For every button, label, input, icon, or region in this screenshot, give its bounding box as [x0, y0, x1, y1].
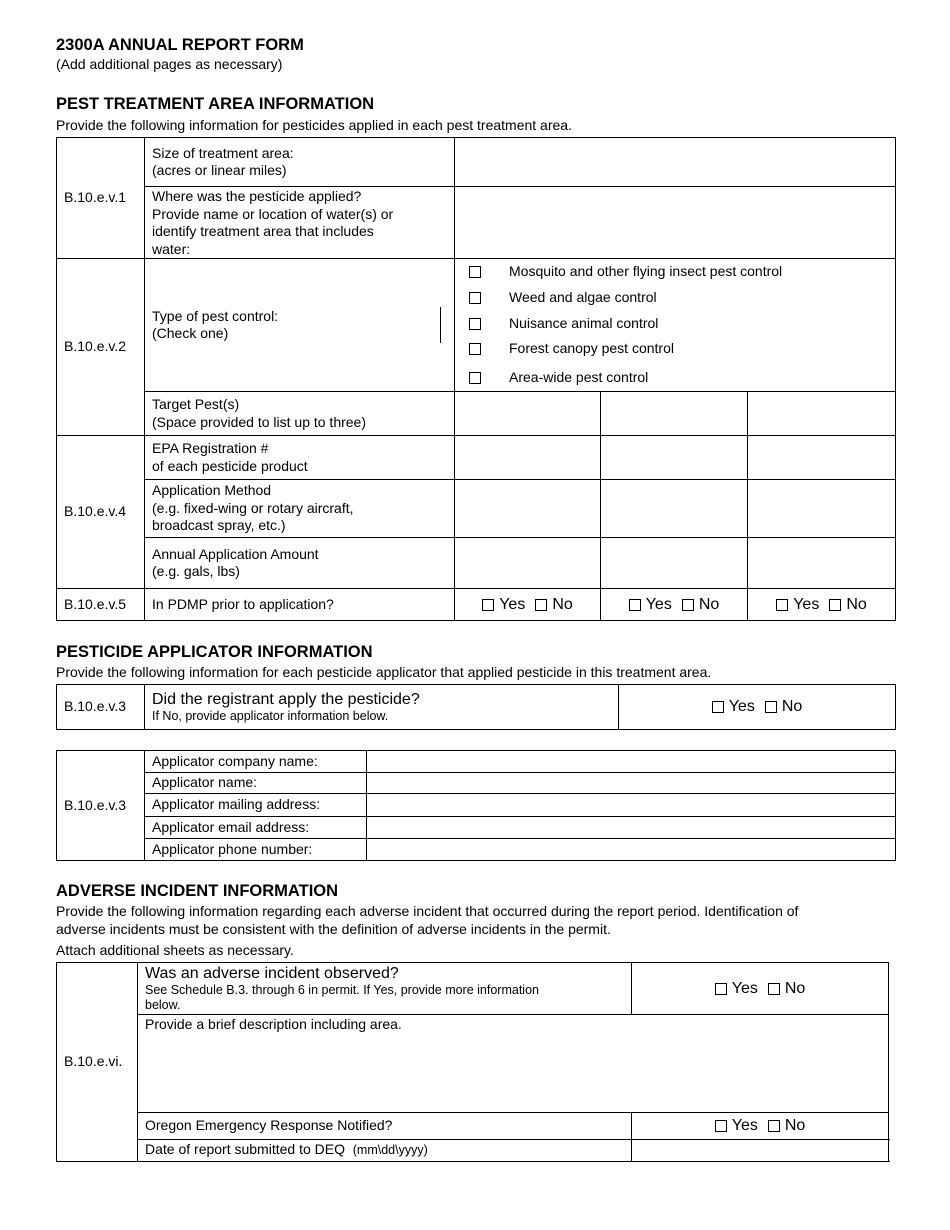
option-weed[interactable]: Weed and algae control	[469, 289, 657, 307]
applicator-field-label: Applicator phone number:	[145, 839, 367, 861]
method-input-1[interactable]	[455, 480, 601, 538]
checkbox-icon[interactable]	[469, 292, 481, 304]
adverse-section-heading: ADVERSE INCIDENT INFORMATION	[56, 882, 339, 900]
target-label: Target Pest(s) (Space provided to list up to three)	[145, 392, 455, 436]
amount-input-2[interactable]	[601, 538, 748, 589]
adverse-table	[56, 962, 889, 1162]
epa-input-1[interactable]	[455, 436, 601, 480]
date-label: Date of report submitted to DEQ (mm\dd\yyyy)	[138, 1140, 632, 1162]
code-cell: B.10.e.v.4	[57, 436, 145, 589]
type-label: Type of pest control: (Check one)	[145, 259, 455, 392]
checkbox-icon[interactable]	[776, 599, 788, 611]
pest-section-heading: PEST TREATMENT AREA INFORMATION	[56, 95, 375, 113]
oregon-choice[interactable]: Yes No	[632, 1113, 889, 1140]
form-subtitle: (Add additional pages as necessary)	[56, 56, 283, 72]
pdmp-choice-1[interactable]: Yes No	[455, 589, 601, 621]
adverse-choice[interactable]: Yes No	[632, 963, 889, 1015]
checkbox-icon[interactable]	[768, 1120, 780, 1132]
registrant-choice[interactable]: Yes No	[619, 685, 896, 730]
code-cell: B.10.e.v.2	[57, 259, 145, 436]
checkbox-icon[interactable]	[469, 343, 481, 355]
target-input-1[interactable]	[455, 392, 601, 436]
applicator-phone-input[interactable]	[367, 839, 896, 861]
option-forest[interactable]: Forest canopy pest control	[469, 340, 674, 358]
applicator-address-input[interactable]	[367, 794, 896, 817]
pdmp-choice-2[interactable]: Yes No	[601, 589, 748, 621]
oregon-label: Oregon Emergency Response Notified?	[138, 1113, 632, 1140]
checkbox-icon[interactable]	[712, 701, 724, 713]
adverse-intro-1: Provide the following information regarding each adverse incident that occurred during the report period. Identification of	[56, 903, 799, 919]
code-cell: B.10.e.v.3	[57, 751, 145, 861]
amount-input-1[interactable]	[455, 538, 601, 589]
checkbox-icon[interactable]	[469, 266, 481, 278]
checkbox-icon[interactable]	[765, 701, 777, 713]
where-label: Where was the pesticide applied? Provide name or location of water(s) or identify treatment area that includes water:	[145, 187, 455, 259]
applicator-email-input[interactable]	[367, 817, 896, 839]
method-label: Application Method (e.g. fixed-wing or rotary aircraft, broadcast spray, etc.)	[145, 480, 455, 538]
checkbox-icon[interactable]	[768, 983, 780, 995]
checkbox-icon[interactable]	[482, 599, 494, 611]
applicator-field-label: Applicator name:	[145, 773, 367, 794]
applicator-field-label: Applicator company name:	[145, 751, 367, 773]
registrant-question: Did the registrant apply the pesticide? If No, provide applicator information below.	[145, 685, 619, 730]
applicator-section-intro: Provide the following information for each pesticide applicator that applied pesticide in this treatment area.	[56, 664, 712, 680]
option-mosquito[interactable]: Mosquito and other flying insect pest control	[469, 263, 782, 281]
applicator-company-input[interactable]	[367, 751, 896, 773]
form-title: 2300A ANNUAL REPORT FORM	[56, 36, 304, 54]
epa-label: EPA Registration # of each pesticide product	[145, 436, 455, 480]
code-cell: B.10.e.v.3	[57, 685, 145, 730]
pest-treatment-table	[56, 137, 896, 621]
code-cell: B.10.e.vi.	[57, 963, 138, 1162]
applicator-field-label: Applicator email address:	[145, 817, 367, 839]
adverse-intro-2: adverse incidents must be consistent with the definition of adverse incidents in the permit.	[56, 921, 611, 937]
size-label: Size of treatment area: (acres or linear miles)	[145, 138, 455, 187]
option-area-wide[interactable]: Area-wide pest control	[469, 369, 648, 387]
code-cell: B.10.e.v.1	[57, 138, 145, 259]
checkbox-icon[interactable]	[715, 983, 727, 995]
option-nuisance[interactable]: Nuisance animal control	[469, 315, 658, 333]
checkbox-icon[interactable]	[629, 599, 641, 611]
method-input-3[interactable]	[748, 480, 896, 538]
applicator-table	[56, 750, 896, 861]
pdmp-choice-3[interactable]: Yes No	[748, 589, 896, 621]
size-input[interactable]	[455, 138, 896, 187]
epa-input-3[interactable]	[748, 436, 896, 480]
code-cell: B.10.e.v.5	[57, 589, 145, 621]
amount-label: Annual Application Amount (e.g. gals, lbs)	[145, 538, 455, 589]
applicator-section-heading: PESTICIDE APPLICATOR INFORMATION	[56, 643, 373, 661]
epa-input-2[interactable]	[601, 436, 748, 480]
target-input-3[interactable]	[748, 392, 896, 436]
checkbox-icon[interactable]	[682, 599, 694, 611]
pest-type-options	[455, 259, 896, 392]
target-input-2[interactable]	[601, 392, 748, 436]
adverse-intro-3: Attach additional sheets as necessary.	[56, 942, 294, 958]
description-input[interactable]: Provide a brief description including area.	[138, 1015, 889, 1113]
checkbox-icon[interactable]	[469, 372, 481, 384]
checkbox-icon[interactable]	[715, 1120, 727, 1132]
method-input-2[interactable]	[601, 480, 748, 538]
pest-section-intro: Provide the following information for pesticides applied in each pest treatment area.	[56, 117, 572, 133]
amount-input-3[interactable]	[748, 538, 896, 589]
adverse-question: Was an adverse incident observed? See Schedule B.3. through 6 in permit. If Yes, provide more information below.	[138, 963, 632, 1015]
applicator-field-label: Applicator mailing address:	[145, 794, 367, 817]
date-input[interactable]	[632, 1140, 889, 1162]
registrant-table	[56, 684, 896, 730]
applicator-name-input[interactable]	[367, 773, 896, 794]
pdmp-label: In PDMP prior to application?	[145, 589, 455, 621]
where-input[interactable]	[455, 187, 896, 259]
checkbox-icon[interactable]	[829, 599, 841, 611]
checkbox-icon[interactable]	[535, 599, 547, 611]
checkbox-icon[interactable]	[469, 318, 481, 330]
